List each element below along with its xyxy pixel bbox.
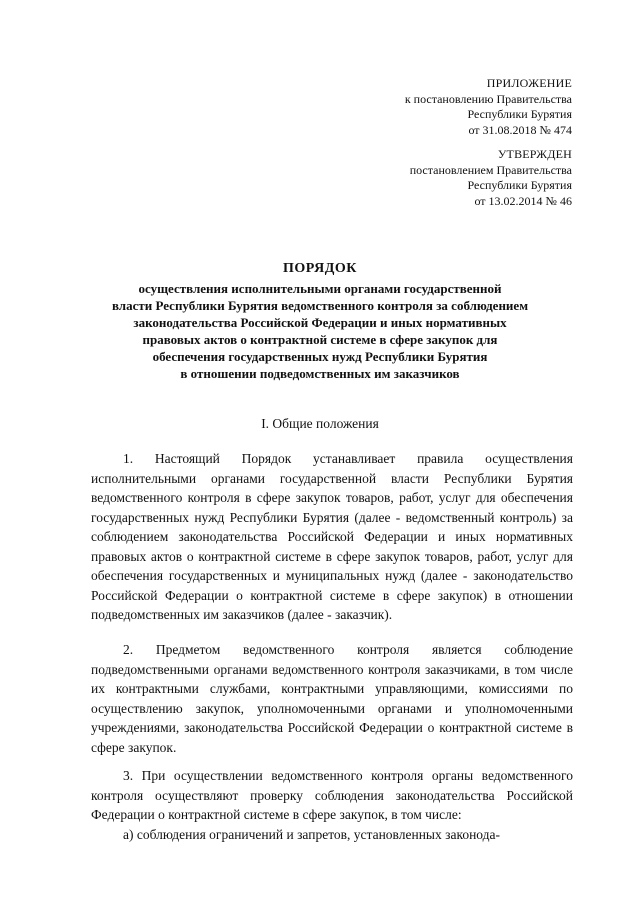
paragraph-3a: а) соблюдения ограничений и запретов, установленных законода- [123,827,501,842]
appendix-line-2: Республики Бурятия [467,107,572,122]
paragraph-1: 1. Настоящий Порядок устанавливает правила осуществления исполнительными органами государственной власти Республики Бурятия ведомственного контроля в сфере закупок товаров, работ, услуг для обеспечения государственных нужд Республики Бурятия (далее - ведомственный контроль) за соблюдением законодательства Российской Федерации и иных нормативных правовых актов о контрактной системе в сфере закупок товаров, работ, услуг для обеспечения государственных и муниципальных нужд (далее - законодательство Российской Федерации о контрактной системе в сфере закупок) в отношении подведомственных им заказчиков (далее - заказчик). [91,451,573,622]
approval-line-3: от 13.02.2014 № 46 [474,193,572,208]
title-line-1: осуществления исполнительными органами государственной [138,281,502,296]
title-line-5: обеспечения государственных нужд Республики Бурятия [152,349,488,364]
appendix-line-1: к постановлению Правительства [404,91,572,106]
appendix-line-3: от 31.08.2018 № 474 [468,122,572,137]
appendix-heading: ПРИЛОЖЕНИЕ [486,76,572,90]
title-line-2: власти Республики Бурятия ведомственного контроля за соблюдением [111,298,529,313]
approval-line-1: постановлением Правительства [409,162,572,177]
title-line-3: законодательства Российской Федерации и иных нормативных [133,315,507,330]
title-line-4: правовых актов о контрактной системе в сфере закупок для [142,332,498,347]
approval-heading: УТВЕРЖДЕН [497,147,572,161]
document-name: ПОРЯДОК [283,261,357,276]
paragraph-2: 2. Предметом ведомственного контроля является соблюдение подведомственными органами ведомственного контроля заказчиками, в том числе их контрактными службами, контрактными управляющими, комиссиями по осуществлению закупок, уполномоченными органами и уполномоченными учреждениями, законодательства Российской Федерации о контрактной системе в сфере закупок. [91,642,573,755]
title-line-6: в отношении подведомственных им заказчиков [180,366,460,381]
document-title [0,260,640,382]
approval-line-2: Республики Бурятия [467,178,572,193]
section-heading: I. Общие положения [261,416,379,431]
approval-stamp [410,147,572,209]
paragraph-3: 3. При осуществлении ведомственного контроля органы ведомственного контроля осуществляют проверку соблюдения законодательства Российской Федерации о контрактной системе в сфере закупок, в том числе: [91,768,573,822]
appendix-stamp [405,76,572,138]
